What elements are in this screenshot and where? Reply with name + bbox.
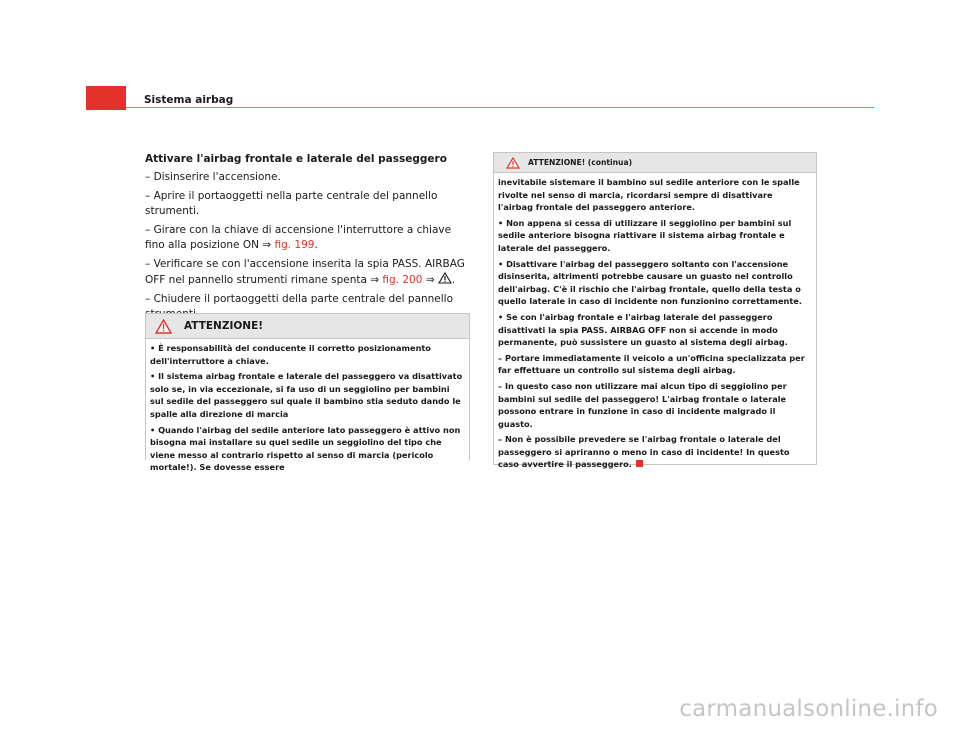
- step-3-end: .: [314, 239, 318, 251]
- step-5: – Chiudere il portaoggetti della parte centrale del pannello: [145, 293, 454, 305]
- warning-paragraph: • Il sistema airbag frontale e laterale del passeggero va disattivato solo se, in via eccezionale, si fa uso di un seggiolino per bambini sul sedile del passeggero sul quale il bambino stia seduto dando le spalle alla direzione di marcia: [150, 371, 463, 419]
- warning-box: [145, 313, 470, 473]
- step-2: – Aprire il portaoggetti nella parte centrale del pannello strumenti.: [145, 190, 438, 217]
- warning-title: ATTENZIONE!: [184, 320, 264, 332]
- end-marker-icon: [636, 460, 643, 467]
- warning-paragraph-last: [498, 433, 810, 471]
- warning-paragraph: – Portare immediatamente il veicolo a un'officina specializzata per far effettuare un controllo sul sistema degli airbag.: [498, 352, 805, 376]
- warning-body: [146, 339, 469, 474]
- step-4-text: – Verificare se con l'accensione inserita la spia PASS. AIRBAG OFF nel pannello strumenti rimane spenta ⇒: [145, 258, 465, 286]
- page-header-title: Sistema airbag: [144, 94, 234, 106]
- step-1: – Disinserire l'accensione.: [145, 171, 281, 183]
- warning-last-text: – Non è possibile prevedere se l'airbag frontale o laterale del passeggero si apriranno o meno in caso di incidente! In questo caso avvertire il passeggero.: [498, 434, 790, 470]
- warning-triangle-icon: [155, 319, 172, 334]
- warning-paragraph: • Disattivare l'airbag del passeggero soltanto con l'accensione disinserita, altrimenti potrebbe causare un guasto nel controllo dell'airbag. C'è il rischio che l'airbag frontale, quello della testa o quello laterale in caso di incidente non funzionino correttamente.: [498, 258, 802, 307]
- fig-199-link[interactable]: fig. 199: [274, 239, 315, 251]
- fig-200-link[interactable]: fig. 200: [382, 274, 423, 286]
- warning-title: ATTENZIONE! (continua): [528, 158, 633, 167]
- warning-paragraph: • Se con l'airbag frontale e l'airbag laterale del passeggero disattivati la spia PASS. AIRBAG OFF non si accende in modo permanente, può sussistere un guasto al sistema degli airbag.: [498, 311, 788, 348]
- warning-box-header: [494, 153, 816, 173]
- warning-paragraph: – In questo caso non utilizzare mai alcun tipo di seggiolino per bambini sul sedile del passeggero! L'airbag frontale o laterale possono entrare in funzione in caso di incidente malgrado il guasto.: [498, 380, 787, 429]
- step-4-arrow: ⇒: [422, 274, 438, 286]
- warning-triangle-icon: [506, 157, 520, 169]
- step-4: [145, 257, 469, 288]
- warning-box-continued: [493, 152, 817, 470]
- warning-body: [494, 173, 816, 471]
- warning-triangle-icon[interactable]: [438, 272, 452, 284]
- instructions-section: [145, 153, 469, 326]
- step-3-text: – Girare con la chiave di accensione l'interruttore a chiave fino alla posizione ON ⇒: [145, 224, 452, 251]
- watermark: carmanualsonline.info: [679, 696, 938, 722]
- step-4-end: .: [451, 274, 456, 286]
- warning-box-header: [146, 314, 469, 339]
- warning-paragraph: • Quando l'airbag del sedile anteriore lato passeggero è attivo non bisogna mai installare su quel sedile un seggiolino del tipo che viene messo al contrario rispetto al senso di marcia (pericolo mortale!). Se dovesse essere: [150, 424, 461, 473]
- section-heading: Attivare l'airbag frontale e laterale del passeggero: [145, 153, 447, 165]
- header-rule: [126, 107, 874, 108]
- warning-paragraph: • È responsabilità del conducente il corretto posizionamento dell'interruttore a chiave.: [150, 343, 431, 366]
- header-color-block: [86, 86, 126, 110]
- warning-paragraph: inevitabile sistemare il bambino sul sedile anteriore con le spalle rivolte nel senso di marcia, ricordarsi sempre di disattivare l'airbag frontale del passeggero anteriore.: [498, 177, 800, 213]
- warning-paragraph: • Non appena si cessa di utilizzare il seggiolino per bambini sul sedile anteriore bisogna riattivare il sistema airbag frontale e laterale del passeggero.: [498, 217, 792, 253]
- step-3: [145, 223, 469, 253]
